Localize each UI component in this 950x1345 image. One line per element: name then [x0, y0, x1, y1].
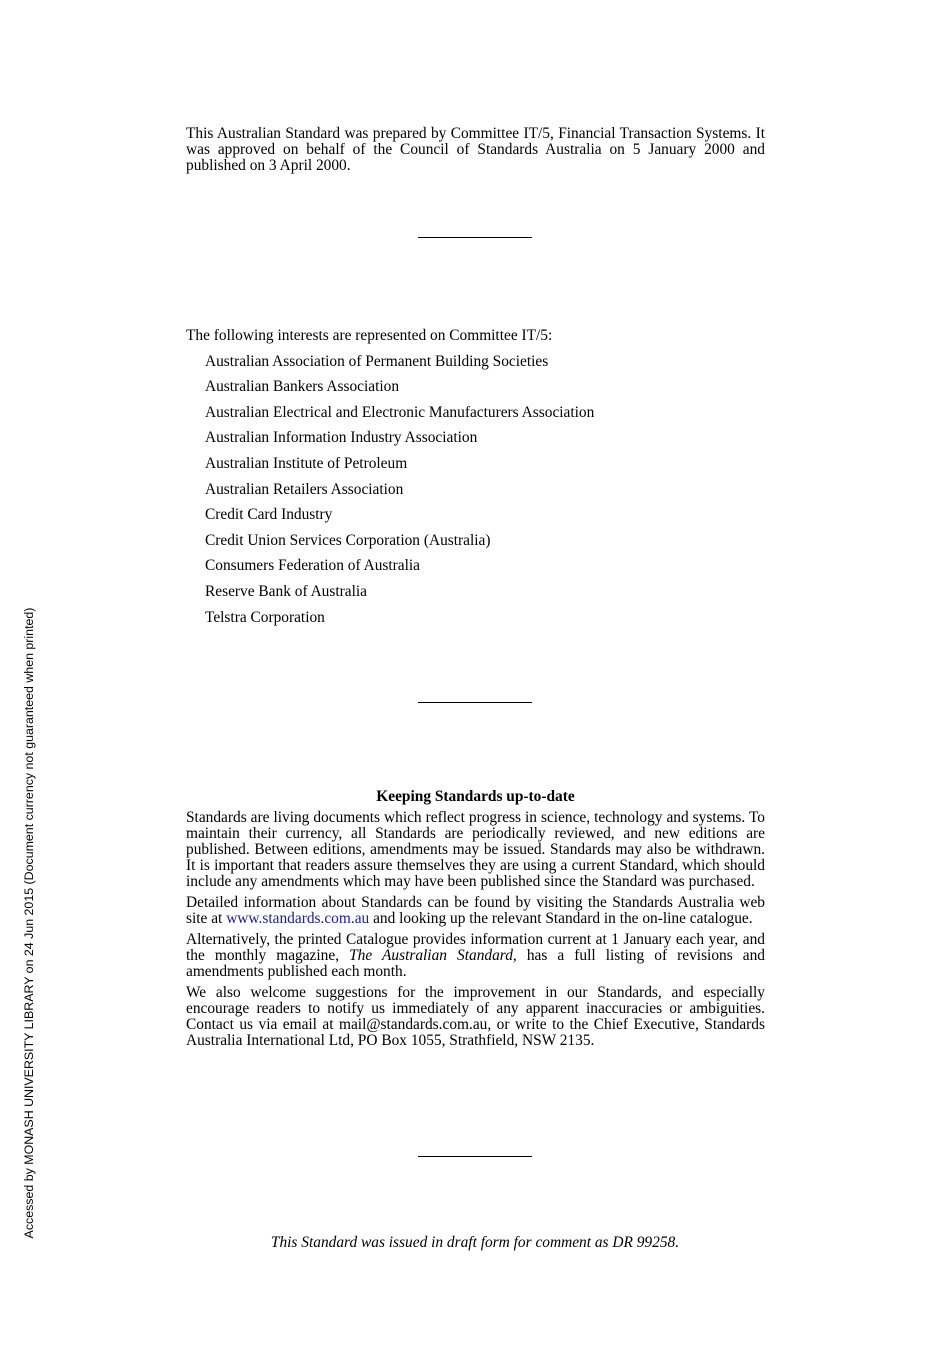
magazine-title: The Australian Standard [349, 947, 513, 964]
intro-paragraph: This Australian Standard was prepared by Committee IT/5, Financial Transaction Systems. It was approved on behalf of the Council of Standards Australia on 5 January 2000 and published on 3 April 2000. [186, 125, 765, 174]
list-item: Australian Institute of Petroleum [205, 454, 408, 472]
section-divider-1 [418, 237, 532, 238]
list-item: Australian Retailers Association [205, 480, 404, 498]
draft-note: This Standard was issued in draft form for comment as DR 99258. [270, 1234, 680, 1251]
living-documents-paragraph: Standards are living documents which reflect progress in science, technology and systems. To maintain their currency, all Standards are periodically reviewed, and new editions are published. Between editions, amendments may be issued. Standards may also be withdrawn. It is important that readers assure themselves they are using a current Standard, which should include any amendments which may have been published since the Standard was purchased. [186, 809, 765, 890]
website-paragraph [186, 895, 765, 927]
list-item: Consumers Federation of Australia [205, 557, 421, 575]
list-item: Australian Electrical and Electronic Manufacturers Association [205, 403, 595, 421]
catalogue-text-before: Alternatively, the printed Catalogue provides information current at 1 January each year, and the monthly magazine, [186, 931, 765, 964]
catalogue-text-after: , has a full listing of revisions and amendments published each month. [186, 947, 766, 980]
website-link[interactable]: www.standards.com.au [226, 910, 370, 927]
list-item: Australian Bankers Association [205, 378, 400, 396]
keeping-standards-section [186, 788, 765, 1054]
list-item: Australian Association of Permanent Building Societies [205, 352, 549, 370]
preparation-statement [186, 126, 765, 174]
list-item: Australian Information Industry Association [205, 429, 478, 447]
list-item: Credit Union Services Corporation (Australia) [205, 531, 491, 549]
list-item: Telstra Corporation [205, 608, 325, 626]
suggestions-paragraph: We also welcome suggestions for the improvement in our Standards, and especially encourage readers to notify us immediately of any apparent inaccuracies or ambiguities. Contact us via email at mail@standards.com.au, or write to the Chief Executive, Standards Australia International Ltd, PO Box 1055, Strathfield, NSW 2135. [186, 984, 765, 1049]
catalogue-paragraph [186, 932, 765, 980]
interests-heading: The following interests are represented on Committee IT/5: [186, 327, 553, 344]
section-divider-2 [418, 702, 532, 703]
list-item: Credit Card Industry [205, 506, 333, 524]
website-text-after: and looking up the relevant Standard in the on-line catalogue. [369, 910, 753, 927]
section-title: Keeping Standards up-to-date [376, 788, 575, 805]
interests-list [186, 345, 765, 627]
website-text-before: Detailed information about Standards can be found by visiting the Standards Australia web site at [186, 894, 765, 927]
section-divider-3 [418, 1156, 532, 1157]
access-watermark: Accessed by MONASH UNIVERSITY LIBRARY on 24 Jun 2015 (Document currency not guaranteed when printed) [22, 607, 36, 1239]
committee-interests [186, 327, 765, 627]
list-item: Reserve Bank of Australia [205, 582, 367, 600]
